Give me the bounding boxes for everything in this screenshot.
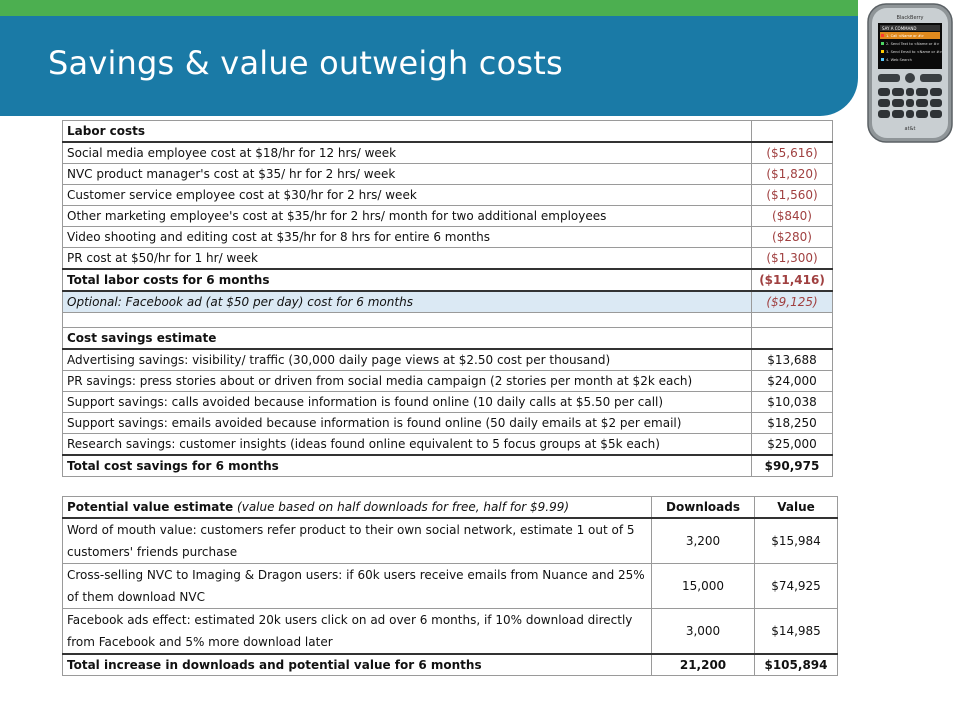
savings-header: Cost savings estimate [63,328,752,350]
row-label: Support savings: emails avoided because information is found online (50 daily emails at $2 per email) [63,413,752,434]
total-downloads: 21,200 [652,654,755,676]
col-value: Value [755,497,838,519]
table-row [63,185,833,206]
phone-menu-item: 2. Send Text to <Name or #> [886,42,940,46]
row-value: $10,038 [752,392,833,413]
row-value: ($1,300) [752,248,833,270]
potential-header-row [63,497,838,519]
savings-header-row [63,328,833,350]
table-row [63,518,838,564]
row-label: Social media employee cost at $18/hr for 12 hrs/ week [63,142,752,164]
total-value: $90,975 [752,455,833,477]
row-label: PR cost at $50/hr for 1 hr/ week [63,248,752,270]
total-value: $105,894 [755,654,838,676]
row-value: ($840) [752,206,833,227]
table-row [63,248,833,270]
phone-brand: BlackBerry [896,15,924,21]
table-row [63,564,838,609]
row-downloads: 3,000 [652,609,755,655]
phone-menu-item: 4. Web Search [886,58,912,62]
labor-header-row [63,121,833,143]
potential-header: Potential value estimate [67,500,234,514]
row-label: Word of mouth value: customers refer product to their own social network, estimate 1 out of 5 customers' friends purchase [63,518,652,564]
table-row [63,434,833,456]
row-label: Cross-selling NVC to Imaging & Dragon users: if 60k users receive emails from Nuance and 25% of them download NVC [63,564,652,609]
phone-menu-item: 3. Send Email to <Name or #> [886,50,943,54]
row-downloads: 15,000 [652,564,755,609]
top-accent-strip [0,0,858,16]
row-label: Support savings: calls avoided because information is found online (10 daily calls at $5.50 per call) [63,392,752,413]
row-value: ($1,820) [752,164,833,185]
total-label: Total increase in downloads and potential value for 6 months [63,654,652,676]
table-row [63,227,833,248]
table-row [63,142,833,164]
potential-value-table [62,496,838,676]
table-row [63,164,833,185]
optional-row [63,291,833,313]
labor-header: Labor costs [63,121,752,143]
cost-savings-table [62,120,833,477]
optional-label: Optional: Facebook ad (at $50 per day) cost for 6 months [63,291,752,313]
row-value: ($5,616) [752,142,833,164]
row-value: $24,000 [752,371,833,392]
row-label: Facebook ads effect: estimated 20k users click on ad over 6 months, if 10% download directly from Facebook and 5% more download later [63,609,652,655]
row-value: $15,984 [755,518,838,564]
table-row [63,371,833,392]
page-title: Savings & value outweigh costs [48,44,563,82]
phone-menu-title: SAY A COMMAND [882,26,917,31]
total-value: ($11,416) [752,269,833,291]
table-row [63,413,833,434]
table-row [63,392,833,413]
row-value: $18,250 [752,413,833,434]
potential-total-row [63,654,838,676]
savings-total-row [63,455,833,477]
spacer-row [63,313,833,328]
row-value: $14,985 [755,609,838,655]
row-value: ($1,560) [752,185,833,206]
blackberry-phone-image [864,2,956,144]
potential-header-cell [63,497,652,519]
total-label: Total cost savings for 6 months [63,455,752,477]
row-label: NVC product manager's cost at $35/ hr for 2 hrs/ week [63,164,752,185]
phone-carrier: at&t [904,126,916,132]
row-label: Advertising savings: visibility/ traffic (30,000 daily page views at $2.50 cost per thousand) [63,349,752,371]
row-value: $25,000 [752,434,833,456]
row-value: ($280) [752,227,833,248]
col-downloads: Downloads [652,497,755,519]
row-label: Research savings: customer insights (ideas found online equivalent to 5 focus groups at $5k each) [63,434,752,456]
labor-total-row [63,269,833,291]
row-downloads: 3,200 [652,518,755,564]
row-value: $74,925 [755,564,838,609]
row-value: $13,688 [752,349,833,371]
row-label: Other marketing employee's cost at $35/hr for 2 hrs/ month for two additional employees [63,206,752,227]
row-label: Video shooting and editing cost at $35/hr for 8 hrs for entire 6 months [63,227,752,248]
potential-header-note: (value based on half downloads for free, half for $9.99) [237,500,570,514]
total-label: Total labor costs for 6 months [63,269,752,291]
table-row [63,206,833,227]
table-row [63,609,838,655]
table-row [63,349,833,371]
row-label: Customer service employee cost at $30/hr for 2 hrs/ week [63,185,752,206]
row-label: PR savings: press stories about or driven from social media campaign (2 stories per month at $2k each) [63,371,752,392]
phone-menu-item: 1. Call <Name or #> [886,34,925,38]
optional-value: ($9,125) [752,291,833,313]
